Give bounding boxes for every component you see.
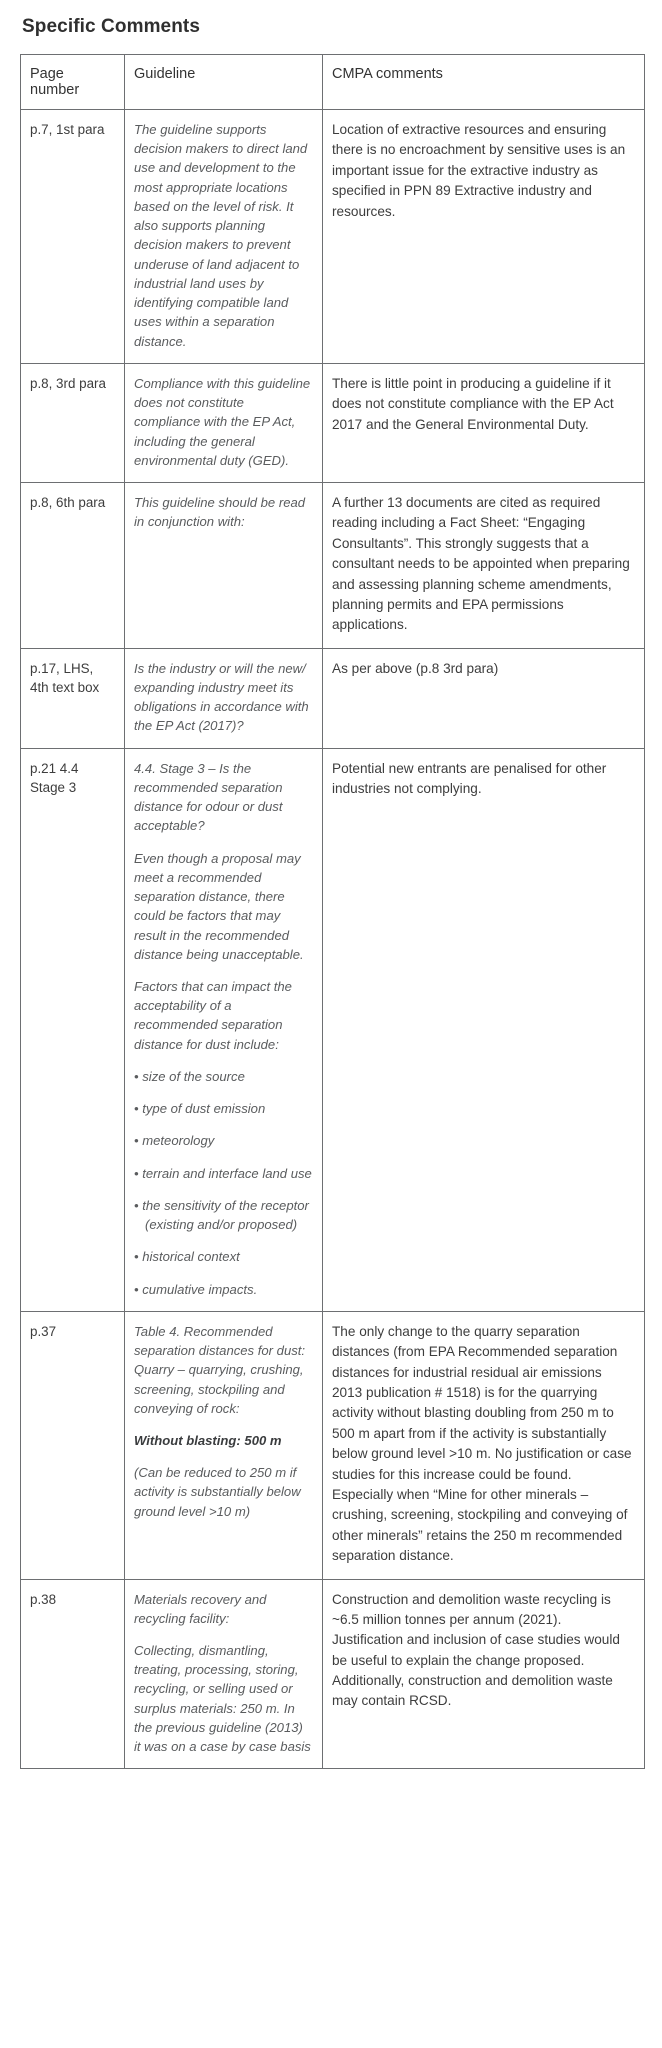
cmpa-paragraph: The only change to the quarry separation distances (from EPA Recommended separation distances for industrial residual air emissions 2013 publication # 1518) is for the quarrying activity without blasting doubling from 250 m to 500 m apart from if the activity is substantially below ground level >10 m. No justification or case studies for this increase could be found. Especially when “Mine for other minerals – crushing, screening, stockpiling and conveying of other minerals” retains the 250 m recommended separation distance. xyxy=(332,1323,632,1564)
column-header-guideline: Guideline xyxy=(125,55,323,110)
guideline-highlight: Without blasting: 500 m xyxy=(134,1432,282,1448)
cmpa-paragraph: Potential new entrants are penalised for other industries not complying. xyxy=(332,760,607,797)
cmpa-paragraph: A further 13 documents are cited as required reading including a Fact Sheet: “Engaging Consultants”. This strongly suggests that a consultant needs to be appointed when preparing and assessing planning scheme amendments, planning permits and EPA permissions applications. xyxy=(332,494,630,633)
page-ref: p.8, 3rd para xyxy=(30,375,106,391)
table-body xyxy=(21,110,645,1769)
cell-page-number xyxy=(21,1311,125,1579)
cmpa-paragraph: There is little point in producing a guideline if it does not constitute compliance with the EP Act 2017 and the General Environmental Duty. xyxy=(332,375,614,432)
cell-guideline xyxy=(125,110,323,364)
guideline-bullet-item: • the sensitivity of the receptor (existing and/or proposed) xyxy=(134,1196,313,1234)
page-ref: p.8, 6th para xyxy=(30,494,106,510)
cell-page-number xyxy=(21,110,125,364)
guideline-bullet-item: • historical context xyxy=(134,1247,313,1266)
cell-page-number xyxy=(21,363,125,482)
cell-cmpa-comments xyxy=(323,748,645,1311)
column-header-page-number: Page number xyxy=(21,55,125,110)
guideline-bullet-item: • meteorology xyxy=(134,1131,313,1150)
cmpa-paragraph: As per above (p.8 3rd para) xyxy=(332,660,499,676)
guideline-bullet-item: • terrain and interface land use xyxy=(134,1164,313,1183)
cell-page-number xyxy=(21,1579,125,1769)
page-title: Specific Comments xyxy=(22,16,201,37)
cell-page-number xyxy=(21,648,125,748)
cmpa-paragraph: Location of extractive resources and ensuring there is no encroachment by sensitive uses is an important issue for the extractive industry as specified in PPN 89 Extractive industry and resources. xyxy=(332,122,626,219)
cell-cmpa-comments xyxy=(323,363,645,482)
guideline-bullet-item: • type of dust emission xyxy=(134,1099,313,1118)
table-row xyxy=(21,1311,645,1579)
guideline-paragraph: Materials recovery and recycling facility: xyxy=(134,1591,267,1626)
cell-guideline xyxy=(125,1311,323,1579)
table-row xyxy=(21,482,645,648)
specific-comments-table xyxy=(20,54,645,1769)
guideline-paragraph: Table 4. Recommended separation distances for dust: Quarry – quarrying, crushing, screening, stockpiling and conveying of rock: xyxy=(134,1323,306,1416)
guideline-paragraph: 4.4. Stage 3 – Is the recommended separation distance for odour or dust acceptable? xyxy=(134,760,283,834)
page-ref: p.17, LHS, 4th text box xyxy=(30,660,100,695)
guideline-paragraph: Is the industry or will the new/ expanding industry meet its obligations in accordance with the EP Act (2017)? xyxy=(134,660,309,734)
cell-page-number xyxy=(21,482,125,648)
cell-cmpa-comments xyxy=(323,1579,645,1769)
cell-guideline xyxy=(125,1579,323,1769)
cell-cmpa-comments xyxy=(323,648,645,748)
table-row xyxy=(21,748,645,1311)
guideline-paragraph: Factors that can impact the acceptability of a recommended separation distance for dust include: xyxy=(134,979,292,1052)
cell-guideline xyxy=(125,363,323,482)
guideline-paragraph: Compliance with this guideline does not constitute compliance with the EP Act, including the general environmental duty (GED). xyxy=(134,375,311,468)
table-row xyxy=(21,110,645,364)
page-ref: p.38 xyxy=(30,1591,57,1607)
guideline-bullet-item: • cumulative impacts. xyxy=(134,1280,313,1299)
page-ref: p.7, 1st para xyxy=(30,122,105,137)
guideline-paragraph: This guideline should be read in conjunction with: xyxy=(134,494,306,530)
cell-cmpa-comments xyxy=(323,110,645,364)
cmpa-paragraph: Construction and demolition waste recycling is ~6.5 million tonnes per annum (2021). Justification and inclusion of case studies would be useful to explain the change proposed. Additionally, construction and demolition waste may contain RCSD. xyxy=(332,1591,620,1709)
cell-cmpa-comments xyxy=(323,482,645,648)
cell-cmpa-comments xyxy=(323,1311,645,1579)
cell-guideline xyxy=(125,482,323,648)
cell-page-number xyxy=(21,748,125,1311)
table-row xyxy=(21,1579,645,1769)
guideline-bullet-item: • size of the source xyxy=(134,1067,313,1086)
table-row xyxy=(21,363,645,482)
cell-guideline xyxy=(125,748,323,1311)
cell-guideline xyxy=(125,648,323,748)
column-header-cmpa-comments: CMPA comments xyxy=(323,55,645,110)
page-ref: p.37 xyxy=(30,1323,57,1339)
page-ref: p.21 4.4 Stage 3 xyxy=(30,760,79,795)
table-header-row xyxy=(21,55,645,110)
guideline-paragraph: Even though a proposal may meet a recommended separation distance, there could be factors that may result in the recommended distance being unacceptable. xyxy=(134,850,304,962)
guideline-paragraph: The guideline supports decision makers to direct land use and development to the most appropriate locations based on the level of risk. It also supports planning decision makers to prevent underuse of land adjacent to industrial land uses by identifying compatible land uses within a separation distance. xyxy=(134,122,308,349)
guideline-paragraph: Collecting, dismantling, treating, processing, storing, recycling, or selling used or surplus materials: 250 m. In the previous guideline (2013) it was on a case by case basis xyxy=(134,1642,311,1755)
table-row xyxy=(21,648,645,748)
guideline-paragraph: (Can be reduced to 250 m if activity is substantially below ground level >10 m) xyxy=(134,1465,301,1519)
document-page xyxy=(0,16,662,1769)
